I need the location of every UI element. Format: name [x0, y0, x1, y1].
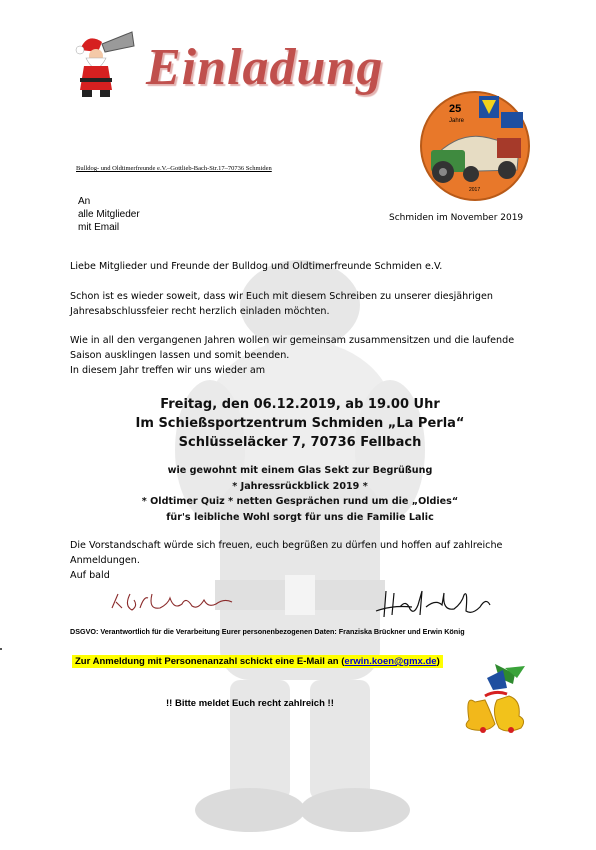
paragraph-2-line-1: Wie in all den vergangenen Jahren wollen wir gemeinsam zusammensitzen und die laufende [70, 335, 515, 346]
closing-block [70, 538, 550, 583]
closing-line-1: Die Vorstandschaft würde sich freuen, euch begrüßen zu dürfen und hoffen auf zahlreiche [70, 540, 503, 551]
paragraph-1-line-2: Jahresabschlussfeier recht herzlich einladen möchten. [70, 306, 330, 317]
closing-line-2: Anmeldungen. [70, 555, 140, 566]
appeal-text: !! Bitte meldet Euch recht zahlreich !! [166, 698, 334, 709]
page-title: Einladung [146, 39, 384, 96]
recipient-line-3: mit Email [78, 222, 120, 233]
signature-right [372, 585, 497, 621]
emblem-word: Jahre [449, 118, 465, 124]
event-block [70, 395, 530, 452]
margin-mark [0, 648, 2, 650]
paragraph-2 [70, 333, 550, 378]
recipient-block [78, 195, 140, 234]
paragraph-1 [70, 289, 550, 319]
registration-highlight [72, 655, 443, 668]
emblem-year: 2017 [469, 187, 481, 193]
privacy-notice: DSGVO: Verantwortlich für die Verarbeitung Eurer personenbezogenen Daten: Franziska Brückner und Erwin König [70, 627, 465, 636]
greeting: Liebe Mitglieder und Freunde der Bulldog und Oldtimerfreunde Schmiden e.V. [70, 261, 443, 272]
recipient-line-1: An [78, 196, 91, 207]
registration-text: Zur Anmeldung mit Personenanzahl schickt eine E-Mail an ( [75, 656, 345, 667]
event-address: Schlüsseläcker 7, 70736 Fellbach [178, 435, 422, 450]
event-date: Freitag, den 06.12.2019, ab 19.00 Uhr [160, 397, 440, 412]
event-venue: Im Schießsportzentrum Schmiden „La Perla“ [135, 416, 465, 431]
signature-left [108, 588, 238, 616]
paragraph-2-line-3: In diesem Jahr treffen wir uns wieder am [70, 365, 266, 376]
santa-megaphone-icon [72, 30, 137, 100]
recipient-line-2: alle Mitglieder [78, 209, 140, 220]
club-emblem-icon [419, 90, 531, 202]
program-block [70, 463, 530, 525]
sender-address-line: Bulldog- und Oldtimerfreunde e.V.–Gottlieb-Bach-Str.17–70736 Schmiden [76, 165, 272, 172]
program-line-1: wie gewohnt mit einem Glas Sekt zur Begrüßung [167, 465, 433, 476]
program-line-3: * Oldtimer Quiz * netten Gesprächen rund um die „Oldies“ [141, 496, 459, 507]
registration-close: ) [436, 656, 440, 667]
program-line-4: für's leibliche Wohl sorgt für uns die Familie Lalic [166, 511, 434, 523]
program-line-2: * Jahressrückblick 2019 * [232, 480, 368, 492]
closing-line-3: Auf bald [70, 570, 110, 581]
emblem-number: 25 [449, 103, 462, 115]
paragraph-1-line-1: Schon ist es wieder soweit, dass wir Euch mit diesem Schreiben zu unserer diesjährigen [70, 291, 493, 302]
date-line: Schmiden im November 2019 [389, 213, 524, 223]
paragraph-2-line-2: Saison ausklingen lassen und somit beenden. [70, 350, 290, 361]
registration-email-link[interactable]: erwin.koen@gmx.de [344, 656, 437, 667]
christmas-bells-icon [455, 660, 530, 740]
